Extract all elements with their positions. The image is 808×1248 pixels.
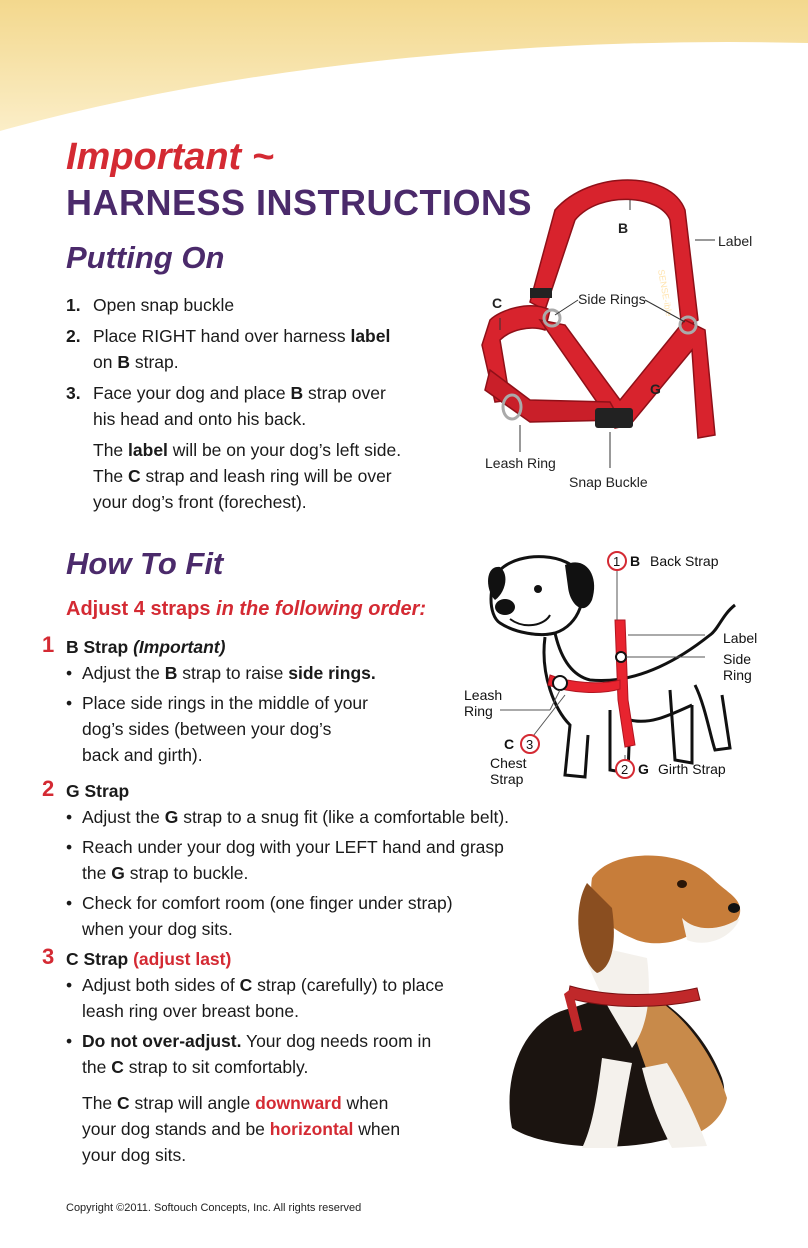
snap-buckle-icon: [595, 408, 633, 428]
list-item: • Adjust both sides of C strap (carefully) to place leash ring over breast bone.: [66, 972, 466, 1024]
list-item: 1. Open snap buckle: [66, 295, 235, 315]
step-number: 2: [42, 776, 55, 801]
num-3: 3: [526, 737, 534, 752]
step-3: C Strap (adjust last) • Adjust both sides of C strap (carefully) to place leash ring over breast bone. • Do not over-adjust. Your dog needs room in the C strap to sit comfortably. The C strap will angle downward when your dog stands and be horizontal when your dog sits.: [66, 946, 466, 1168]
label-leash-ring: Leash Ring: [485, 455, 556, 471]
page-title: HARNESS INSTRUCTIONS: [66, 182, 533, 223]
putting-on-steps: [66, 292, 406, 437]
num-1: 1: [613, 554, 621, 569]
copyright: Copyright ©2011. Softouch Concepts, Inc. All rights reserved: [66, 1202, 362, 1214]
dog-diagram: [460, 545, 760, 795]
dog-label-leash-ring: Ring: [464, 703, 493, 719]
dog-label-ring: Ring: [723, 667, 752, 683]
step-1: B Strap (Important) • Adjust the B strap to raise side rings. • Place side rings in the middle of your dog’s sides (between your dog’s back and girth).: [66, 634, 466, 772]
dog-nose: [495, 599, 515, 615]
label-g: G: [650, 381, 661, 397]
dog-legs: [544, 637, 730, 777]
list-item: • Adjust the G strap to a snug fit (like a comfortable belt).: [66, 804, 526, 830]
list-item: • Place side rings in the middle of your dog’s sides (between your dog’s back and girth).: [66, 690, 466, 768]
beagle-photo: [482, 848, 752, 1158]
label-c: C: [492, 295, 503, 311]
dog-side-ring-icon: [616, 652, 626, 662]
step-number: 3: [42, 944, 55, 969]
label-snap-buckle: Snap Buckle: [569, 474, 648, 490]
dog-label-strap: Strap: [490, 771, 524, 787]
list-item: • Adjust the B strap to raise side rings.: [66, 660, 466, 686]
important-heading: Important ~: [66, 136, 274, 178]
dog-label-c: C: [504, 736, 515, 752]
dog-label-back-strap: Back Strap: [650, 553, 719, 569]
list-item: 2. Place RIGHT hand over harness label on B strap.: [66, 326, 391, 372]
strap-text: SENSE-ible: [656, 268, 675, 318]
putting-on-heading: Putting On: [66, 240, 225, 275]
putting-on-note: The label will be on your dog’s left side. The C strap and leash ring will be over your dog’s front (forechest).: [93, 440, 402, 512]
dog-leash-ring-icon: [553, 676, 567, 690]
header-banner: [0, 0, 808, 140]
step-number: 1: [42, 632, 55, 657]
dog-back: [555, 605, 735, 681]
label-side-rings: Side Rings: [578, 291, 646, 307]
step-2: G Strap • Adjust the G strap to a snug fit (like a comfortable belt). • Reach under your dog with your LEFT hand and grasp the G strap to buckle. • Check for comfort room (one finger under strap) when your dog sits.: [66, 778, 526, 946]
label-label: Label: [718, 233, 753, 249]
list-item: • Reach under your dog with your LEFT hand and grasp the G strap to buckle.: [66, 834, 526, 886]
dog-eye: [534, 585, 542, 593]
dog-label-chest: Chest: [490, 755, 527, 771]
step-3-note: The C strap will angle downward when your dog stands and be horizontal when your dog sits.: [82, 1093, 401, 1165]
list-item: • Do not over-adjust. Your dog needs room in the C strap to sit comfortably.: [66, 1028, 466, 1080]
dog-label-b: B: [630, 553, 641, 569]
dog-label-leash: Leash: [464, 687, 503, 703]
num-2: 2: [621, 762, 629, 777]
slider-icon: [530, 288, 552, 298]
harness-diagram: [470, 170, 770, 500]
how-to-fit-heading: How To Fit: [66, 546, 224, 581]
dog-label-label: Label: [723, 630, 758, 646]
dog-nose: [728, 903, 740, 913]
adjust-order-heading: Adjust 4 straps in the following order:: [66, 598, 427, 620]
list-item: 3. Face your dog and place B strap over his head and onto his back.: [66, 383, 386, 429]
dog-eye: [677, 880, 687, 888]
label-b: B: [618, 220, 629, 236]
dog-label-g: G: [638, 761, 649, 777]
dog-label-girth-strap: Girth Strap: [658, 761, 726, 777]
dog-label-side: Side: [723, 651, 752, 667]
list-item: • Check for comfort room (one finger under strap) when your dog sits.: [66, 890, 526, 942]
